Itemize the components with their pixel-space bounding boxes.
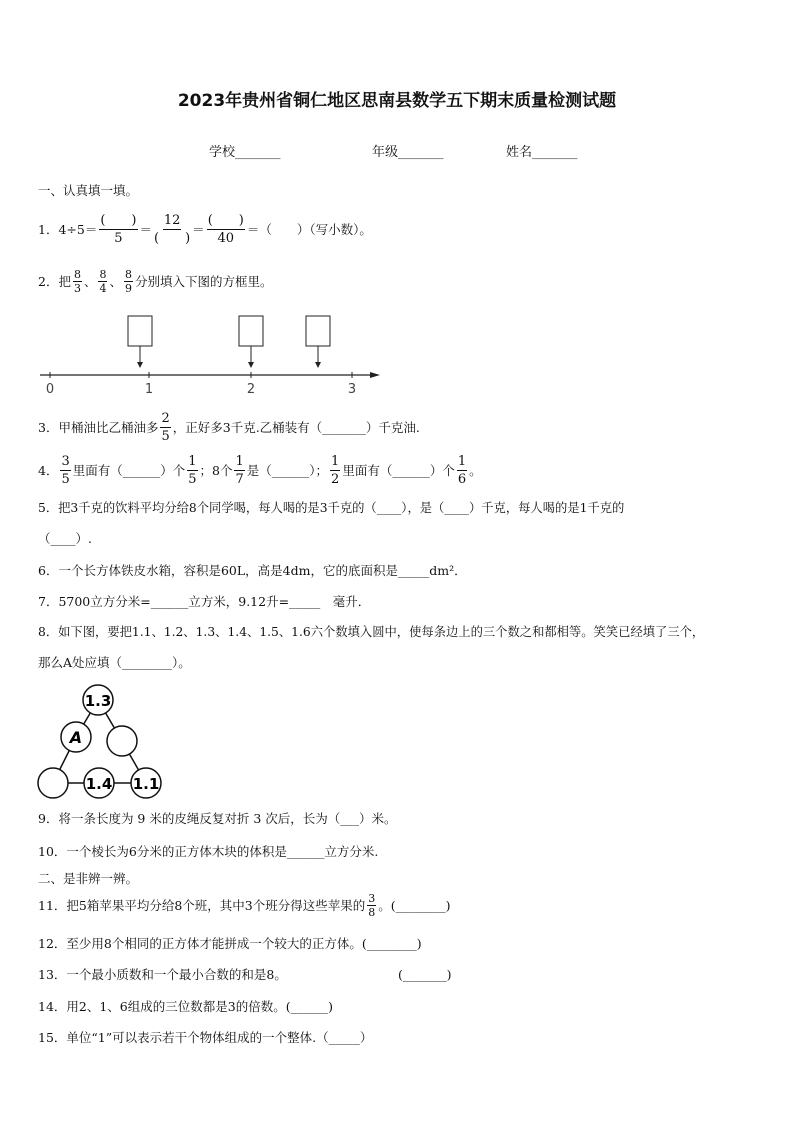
tick-label-3: 3 — [347, 382, 357, 397]
grade-field: 年级_______ — [372, 145, 444, 160]
question-9: 9．将一条长度为 9 米的皮绳反复对折 3 次后，长为（___）米。 — [38, 811, 397, 826]
section-heading-2: 二、是非辨一辨。 — [38, 871, 139, 886]
q1-fraction-1: $\frac{( )}{5}$ — [100, 213, 137, 246]
q4-fraction-1: $\frac{3}{5}$ — [61, 454, 70, 487]
answer-box-1 — [128, 316, 152, 346]
q2-fraction-8-3: $\frac{8}{3}$ — [73, 268, 81, 295]
question-6: 6．一个长方体铁皮水箱，容积是60L，高是4dm，它的底面积是_____dm²． — [38, 563, 467, 578]
q1-prefix: 1．4÷5＝ — [38, 221, 98, 237]
q1-fraction-3: $\frac{( )}{40}$ — [207, 213, 244, 246]
number-line-figure — [36, 310, 386, 400]
arrow-head-3 — [315, 362, 321, 368]
q2-fraction-8-9: $\frac{8}{9}$ — [124, 268, 132, 295]
answer-box-3 — [306, 316, 330, 346]
q1-fraction-2: $\frac{12}{( )}$ — [154, 213, 191, 246]
circle-right-mid — [107, 726, 137, 756]
question-7: 7．5700立方分米=______立方米，9.12升=_____ 毫升． — [38, 594, 371, 609]
question-8-line-1: 8．如下图，要把1.1、1.2、1.3、1.4、1.5、1.6六个数填入圆中，使每条边上的三个数之和都相等。笑笑已经填了三个， — [38, 625, 705, 639]
question-10: 10．一个棱长为6分米的正方体木块的体积是______立方分米. — [38, 844, 379, 859]
question-5-line-2: （____）. — [38, 531, 92, 546]
question-1: 1．4÷5＝ $\frac{( )}{5}$ ＝ $\frac{12}{( )}$ ＝ $\frac{( )}{40}$ ＝（ ）（写小数）。 — [38, 213, 372, 246]
question-14: 14．用2、1、6组成的三位数都是3的倍数。(______) — [38, 999, 333, 1014]
q4-fraction-4: $\frac{1}{2}$ — [331, 454, 340, 487]
q3-fraction: $\frac{2}{5}$ — [161, 411, 170, 444]
tick-label-0: 0 — [45, 382, 55, 397]
triangle-circles-figure — [34, 681, 164, 801]
circle-bottom-mid-label: 1.4 — [85, 775, 113, 793]
question-13-answer: (_______) — [398, 967, 452, 982]
answer-box-2 — [239, 316, 263, 346]
question-13: 13．一个最小质数和一个最小合数的和是8。 — [38, 967, 287, 982]
question-8-line-2: 那么A处应填（________）。 — [38, 655, 191, 670]
tick-label-2: 2 — [246, 382, 256, 397]
question-4: 4． $\frac{3}{5}$ 里面有（______）个 $\frac{1}{5}$ ；8个 $\frac{1}{7}$ 是（______）； $\frac{1}{2}$ 里面有（______）个 $\frac{1}{6}$ 。 — [38, 454, 482, 487]
school-field: 学校_______ — [209, 145, 281, 160]
section-heading-1: 一、认真填一填。 — [38, 183, 139, 198]
question-15: 15．单位“1”可以表示若干个物体组成的一个整体.（_____） — [38, 1030, 373, 1045]
q2-fraction-8-4: $\frac{8}{4}$ — [99, 268, 107, 295]
q4-fraction-5: $\frac{1}{6}$ — [457, 454, 467, 487]
circle-bottom-left — [38, 768, 68, 798]
tick-label-1: 1 — [144, 382, 154, 397]
q4-fraction-3: $\frac{1}{7}$ — [235, 454, 244, 487]
question-12: 12．至少用8个相同的正方体才能拼成一个较大的正方体。(________) — [38, 936, 422, 951]
question-5-line-1: 5．把3千克的饮料平均分给8个同学喝，每人喝的是3千克的（____），是（____）千克，每人喝的是1千克的 — [38, 501, 625, 515]
question-11: 11．把5箱苹果平均分给8个班，其中3个班分得这些苹果的 $\frac{3}{8}$ 。(________) — [38, 892, 451, 919]
circle-a-label: A — [69, 728, 83, 747]
circle-top-label: 1.3 — [84, 692, 112, 710]
circle-bottom-right-label: 1.1 — [132, 775, 160, 793]
question-2: 2．把 $\frac{8}{3}$ 、 $\frac{8}{4}$ 、 $\frac{8}{9}$ 分别填入下图的方框里。 — [38, 268, 273, 295]
q11-fraction: $\frac{3}{8}$ — [368, 892, 376, 919]
arrow-head-2 — [248, 362, 254, 368]
q4-fraction-2: $\frac{1}{5}$ — [188, 454, 197, 487]
name-field: 姓名_______ — [506, 145, 578, 160]
q1-tail: ＝（ ）（写小数）。 — [246, 221, 372, 237]
question-3: 3．甲桶油比乙桶油多 $\frac{2}{5}$ ，正好多3千克.乙桶装有（_______）千克油. — [38, 411, 420, 444]
page-title: 2023年贵州省铜仁地区思南县数学五下期末质量检测试题 — [177, 91, 617, 111]
axis-arrow — [370, 372, 380, 378]
arrow-head-1 — [137, 362, 143, 368]
